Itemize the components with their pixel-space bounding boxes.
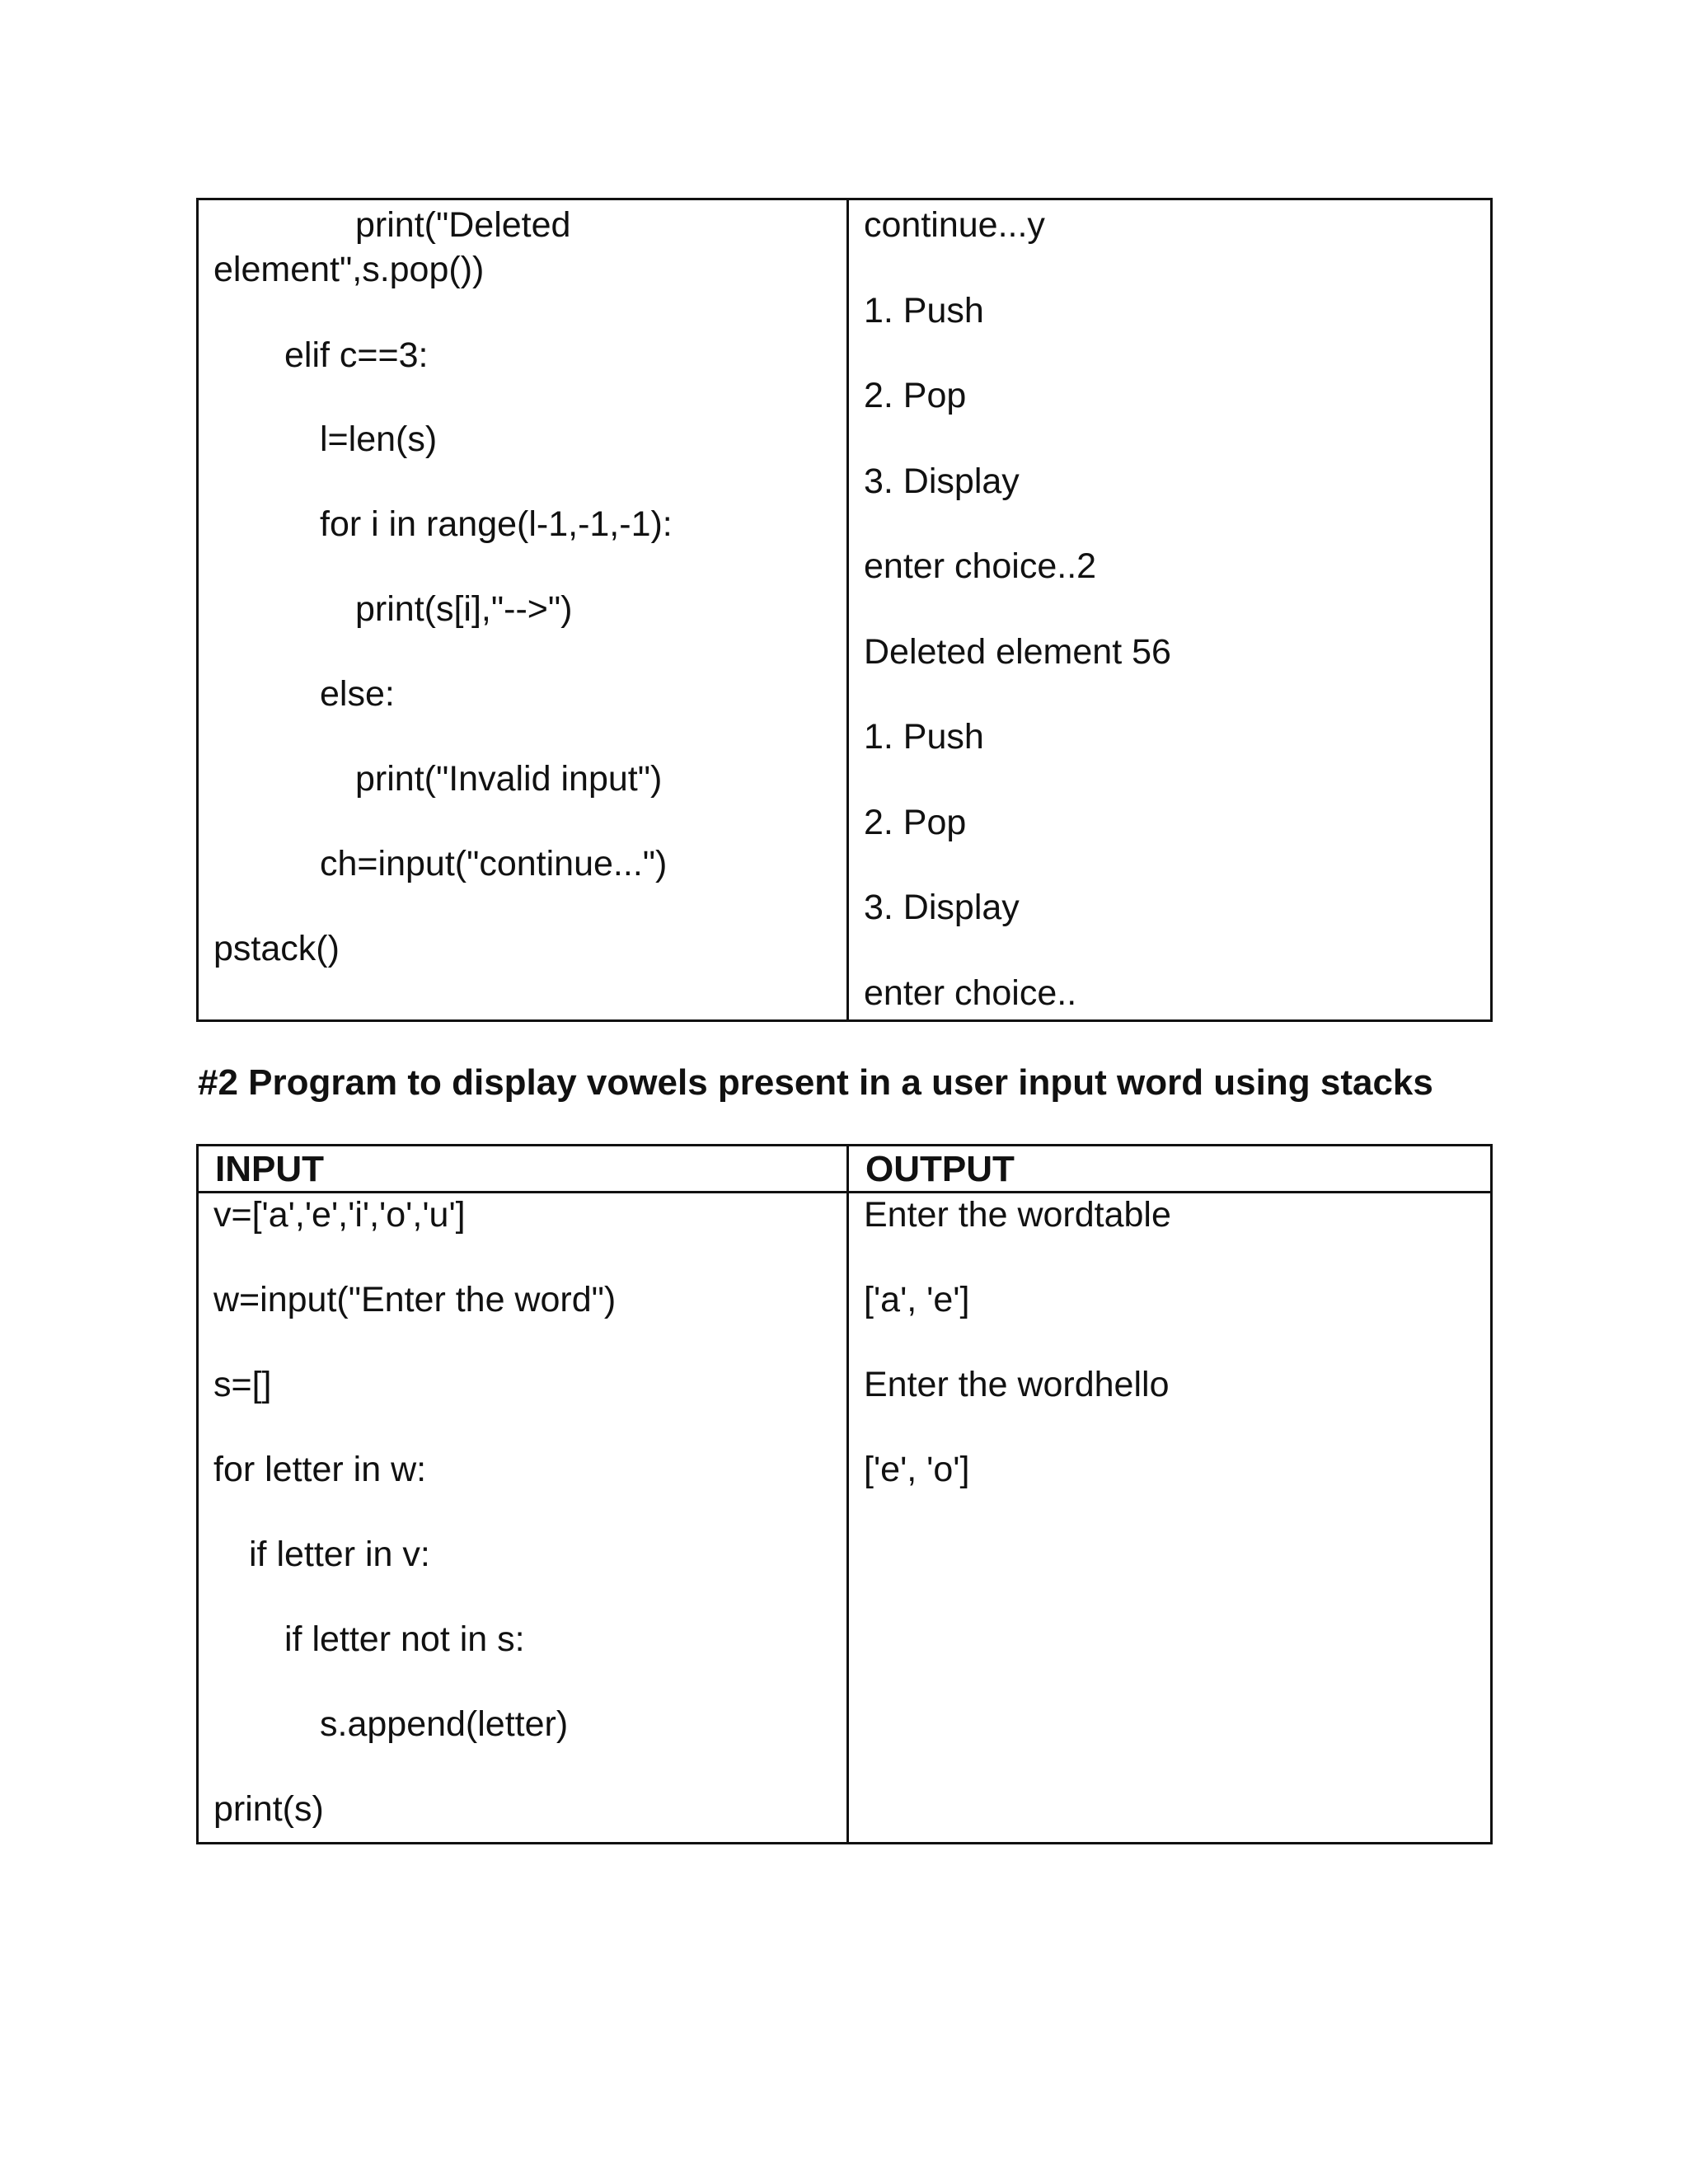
code-line: w=input("Enter the word") (213, 1280, 617, 1320)
code-cell (198, 1193, 848, 1844)
code-line: element",s.pop()) (213, 250, 485, 289)
vowels-program-table (196, 1144, 1493, 1844)
code-line: ch=input("continue...") (320, 844, 668, 883)
output-line: Enter the wordtable (864, 1195, 1171, 1235)
code-line: for letter in w: (213, 1450, 427, 1490)
output-line: ['e', 'o'] (864, 1450, 970, 1490)
output-header: OUTPUT (865, 1149, 1015, 1189)
code-line: print("Invalid input") (355, 759, 663, 799)
code-line: for i in range(l-1,-1,-1): (320, 504, 673, 544)
code-line: if letter not in s: (284, 1619, 525, 1660)
output-line: 1. Push (864, 717, 984, 757)
output-cell (848, 1193, 1492, 1844)
code-lines (199, 200, 846, 1019)
output-cell (848, 199, 1492, 1021)
output-line: enter choice.. (864, 972, 1077, 1013)
code-line: print("Deleted (355, 205, 571, 245)
code-line: s=[] (213, 1365, 272, 1405)
output-lines (849, 200, 1490, 1019)
output-line: 3. Display (864, 461, 1020, 501)
code-line: v=['a','e','i','o','u'] (213, 1195, 466, 1235)
input-header: INPUT (215, 1149, 324, 1189)
code-line: print(s[i],"-->") (355, 589, 573, 629)
output-line: 2. Pop (864, 802, 967, 842)
output-line: 1. Push (864, 290, 984, 330)
output-line: Deleted element 56 (864, 631, 1171, 672)
code-line: print(s) (213, 1789, 324, 1830)
input-header-cell (198, 1146, 848, 1193)
code-line: else: (320, 674, 395, 714)
code-line: pstack() (213, 929, 340, 968)
output-line: continue...y (864, 205, 1045, 245)
output-line: ['a', 'e'] (864, 1280, 970, 1320)
code-cell (198, 199, 848, 1021)
output-line: Enter the wordhello (864, 1365, 1170, 1405)
stack-program-table (196, 198, 1493, 1022)
code-line: elif c==3: (284, 335, 429, 375)
output-line: 3. Display (864, 888, 1020, 927)
output-header-cell (848, 1146, 1492, 1193)
code-line: l=len(s) (320, 419, 438, 459)
code-line: s.append(letter) (320, 1704, 569, 1745)
code-lines (199, 1193, 846, 1842)
output-line: 2. Pop (864, 376, 967, 415)
section-heading: #2 Program to display vowels present in a user input word using stacks (198, 1062, 1433, 1103)
code-line: if letter in v: (249, 1535, 430, 1575)
output-lines (849, 1193, 1490, 1842)
output-line: enter choice..2 (864, 546, 1097, 586)
